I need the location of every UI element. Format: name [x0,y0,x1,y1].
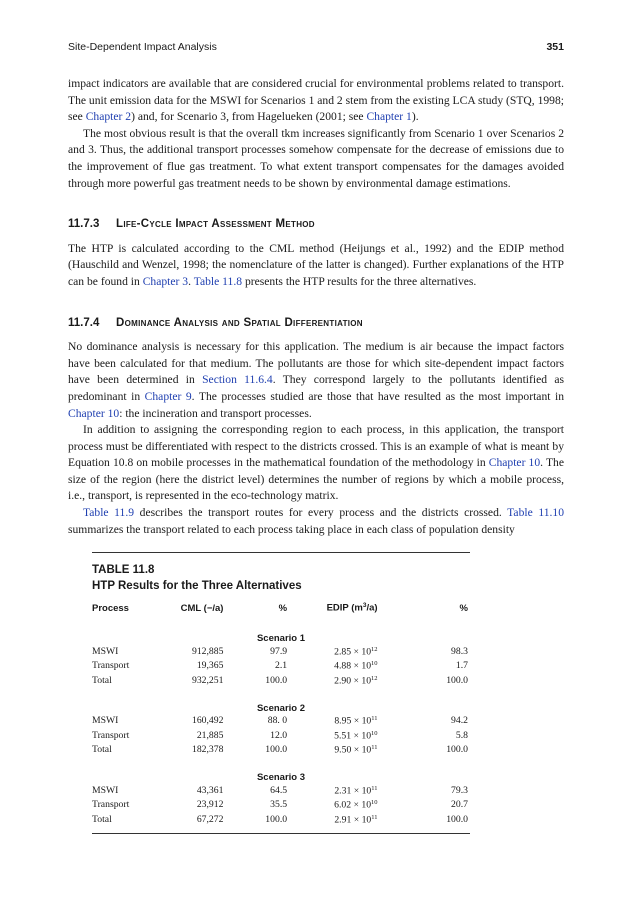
text: . The processes studied are those that have resulted as the most important in [191,389,564,403]
cell-process: Transport [92,729,130,741]
cell-process: MSWI [92,715,119,727]
text: presents the HTP results for the three alternatives. [242,274,477,288]
section-number: 11.7.4 [68,316,100,329]
edip-mantissa: 2.31 × 10 [334,785,372,796]
cell-process: Total [92,674,112,686]
col-header-edip [287,598,377,618]
cell-process: Total [92,744,112,756]
cell-percent-edip: 94.2 [451,715,468,727]
body-text [68,76,564,538]
cell-edip [287,714,377,729]
paragraph-3 [68,241,564,291]
cell-percent-cml: 88. 0 [267,715,288,727]
section-title: Dominance Analysis and Spatial Differentiation [116,316,363,329]
edip-exponent: 12 [371,674,378,682]
link-table-11-9[interactable]: Table 11.9 [83,506,135,520]
cell-edip [287,673,377,688]
text: In addition to assigning the corresponding region to each process, in this application, the transport process must be differentiated with respect to the districts crossed. This is an example of what is meant by Equation 10.8 on mobile processes in the mathematical foundation of the methodology in [68,423,564,470]
cell-edip [287,798,377,813]
edip-exponent: 10 [371,799,378,806]
scenario-heading: Scenario 1 [256,633,306,644]
cell-cml: 21,885 [196,729,224,741]
cell-percent-cml: 97.9 [270,645,288,657]
table-header-row [92,598,470,618]
edip-exponent: 11 [371,715,378,722]
paragraph-4 [68,339,564,422]
page-number: 351 [546,41,564,53]
edip-superscript: 3 [362,602,367,610]
running-title: Site-Dependent Impact Analysis [68,41,217,53]
edip-mantissa: 2.91 × 10 [334,814,372,825]
edip-mantissa: 2.85 × 10 [334,646,372,657]
edip-exponent: 10 [371,729,378,737]
cell-percent-cml: 12.0 [270,729,288,741]
table-row [92,812,470,827]
cell-edip [287,728,377,743]
text: impact indicators are available that are considered crucial for environmental problems related to transport. The unit emission data for the MSWI for Scenarios 1 and 2 stem from the existing LCA study (STQ, 1998; see [68,77,564,124]
cell-percent-edip: 98.3 [451,645,468,657]
edip-mantissa: 4.88 × 10 [334,660,372,672]
cell-percent-cml: 100.0 [265,744,288,756]
section-title: Life-Cycle Impact Assessment Method [116,218,315,231]
col-header-percent: % [278,602,288,614]
col-header-cml: CML (−/a) [180,602,224,614]
edip-exponent: 10 [371,660,378,667]
scenario-heading-row [92,757,470,783]
table-row [92,659,470,674]
cell-process: MSWI [92,645,119,657]
cell-edip [287,783,377,798]
edip-exponent: 12 [371,645,378,653]
table-bottom-rule [92,833,470,834]
edip-exponent: 11 [371,813,378,821]
table-row [92,783,470,798]
table-row [92,673,470,688]
table-11-8 [92,552,470,834]
cell-cml: 43,361 [196,784,224,796]
cell-cml: 19,365 [196,660,224,672]
cell-edip [287,644,377,659]
link-section-11-6-4[interactable]: Section 11.6.4 [202,373,273,387]
link-chapter-1[interactable]: Chapter 1 [366,110,412,124]
section-heading-11-7-4 [68,315,564,332]
text: . They correspond largely to the pollutants identified as predominant in [68,373,564,403]
link-chapter-10[interactable]: Chapter 10 [488,456,541,470]
cell-cml: 160,492 [191,715,224,727]
edip-unit: /a) [366,602,378,614]
text: The HTP is calculated according to the CML method (Heijungs et al., 1992) and the EDIP method (Hauschild and Wenzel, 1998; the nomenclature of the latter is changed). Further explanations of the HTP can be found in [68,241,564,288]
section-heading-11-7-3 [68,216,564,233]
scenario-heading: Scenario 2 [256,702,306,714]
edip-mantissa: 9.50 × 10 [334,744,372,756]
cell-edip [287,743,377,758]
table-row [92,743,470,758]
text: . [188,274,194,288]
link-chapter-10[interactable]: Chapter 10 [68,406,120,420]
cell-cml: 182,378 [191,744,224,756]
cell-cml: 23,912 [196,799,224,811]
cell-edip [287,812,377,827]
cell-percent-edip: 100.0 [446,674,468,686]
cell-cml: 912,885 [191,645,224,657]
text: ) and, for Scenario 3, from Hagelueken (2001; see [131,110,367,124]
paragraph-5 [68,422,564,505]
cell-percent-cml: 100.0 [265,674,288,686]
cell-percent-cml: 64.5 [270,784,288,796]
cell-process: Transport [92,799,130,811]
text: : the incineration and transport processes. [119,406,312,420]
text: summarizes the transport related to each process taking place in each class of population density [68,522,515,536]
paragraph-2: The most obvious result is that the overall tkm increases significantly from Scenario 1 over Scenarios 2 and 3. Thus, the additional transport processes somehow compensate for the decrease of emissions due to the improvement of flue gas treatment. To what extent transport compensates for the damages avoided through more powerful gas treatment needs to be shown by environmental damage estimations. [68,126,564,190]
section-number: 11.7.3 [68,218,100,231]
link-chapter-2[interactable]: Chapter 2 [85,110,132,124]
col-header-process: Process [92,602,129,614]
paragraph-6 [68,505,564,538]
table-body [92,618,470,827]
edip-mantissa: 6.02 × 10 [334,799,372,811]
cell-percent-edip: 100.0 [446,813,468,825]
cell-process: Transport [92,660,130,672]
text: ). [411,110,419,124]
cell-percent-edip: 5.8 [455,729,468,741]
edip-exponent: 11 [371,744,378,751]
cell-percent-edip: 1.7 [455,660,468,672]
table-caption: HTP Results for the Three Alternatives [92,580,302,592]
cell-cml: 67,272 [196,813,224,825]
col-header-percent: % [459,602,468,614]
edip-mantissa: 2.90 × 10 [334,675,372,686]
paragraph-1 [68,76,564,126]
cell-process: MSWI [92,784,119,796]
cell-cml: 932,251 [191,674,224,686]
table-row [92,644,470,659]
edip-mantissa: 5.51 × 10 [334,730,372,741]
table-row [92,798,470,813]
cell-percent-edip: 20.7 [451,799,468,811]
scenario-heading: Scenario 3 [256,772,306,783]
cell-percent-edip: 100.0 [446,744,468,756]
link-table-11-10[interactable]: Table 11.10 [507,506,564,520]
cell-edip [287,659,377,674]
table-row [92,714,470,729]
text: describes the transport routes for every process and the districts crossed. [134,506,508,520]
edip-mantissa: 8.95 × 10 [334,715,372,727]
scenario-heading-row [92,618,470,644]
running-header [68,41,564,57]
cell-percent-cml: 2.1 [274,660,288,672]
text: No dominance analysis is necessary for this application. The medium is air because the impact factors have been calculated for that medium. The pollutants are those for which site-dependent impact factors have been determined in [68,340,564,387]
cell-percent-cml: 35.5 [270,799,288,811]
cell-process: Total [92,813,112,825]
table-row [92,728,470,743]
cell-percent-cml: 100.0 [265,813,288,825]
table-top-rule [92,552,470,553]
text: . The size of the region (here the district level) determines the number of regions by which a mobile process, i.e., transport, is represented in the eco-technology matrix. [68,456,564,503]
edip-exponent: 11 [371,784,378,792]
htp-results-table [92,598,470,827]
scenario-heading-row [92,688,470,714]
link-chapter-9[interactable]: Chapter 9 [144,389,192,403]
table-label: TABLE 11.8 [92,564,155,576]
edip-label: EDIP (m [326,602,363,614]
link-chapter-3[interactable]: Chapter 3 [142,274,189,288]
link-table-11-8[interactable]: Table 11.8 [193,274,243,288]
cell-percent-edip: 79.3 [451,784,468,796]
